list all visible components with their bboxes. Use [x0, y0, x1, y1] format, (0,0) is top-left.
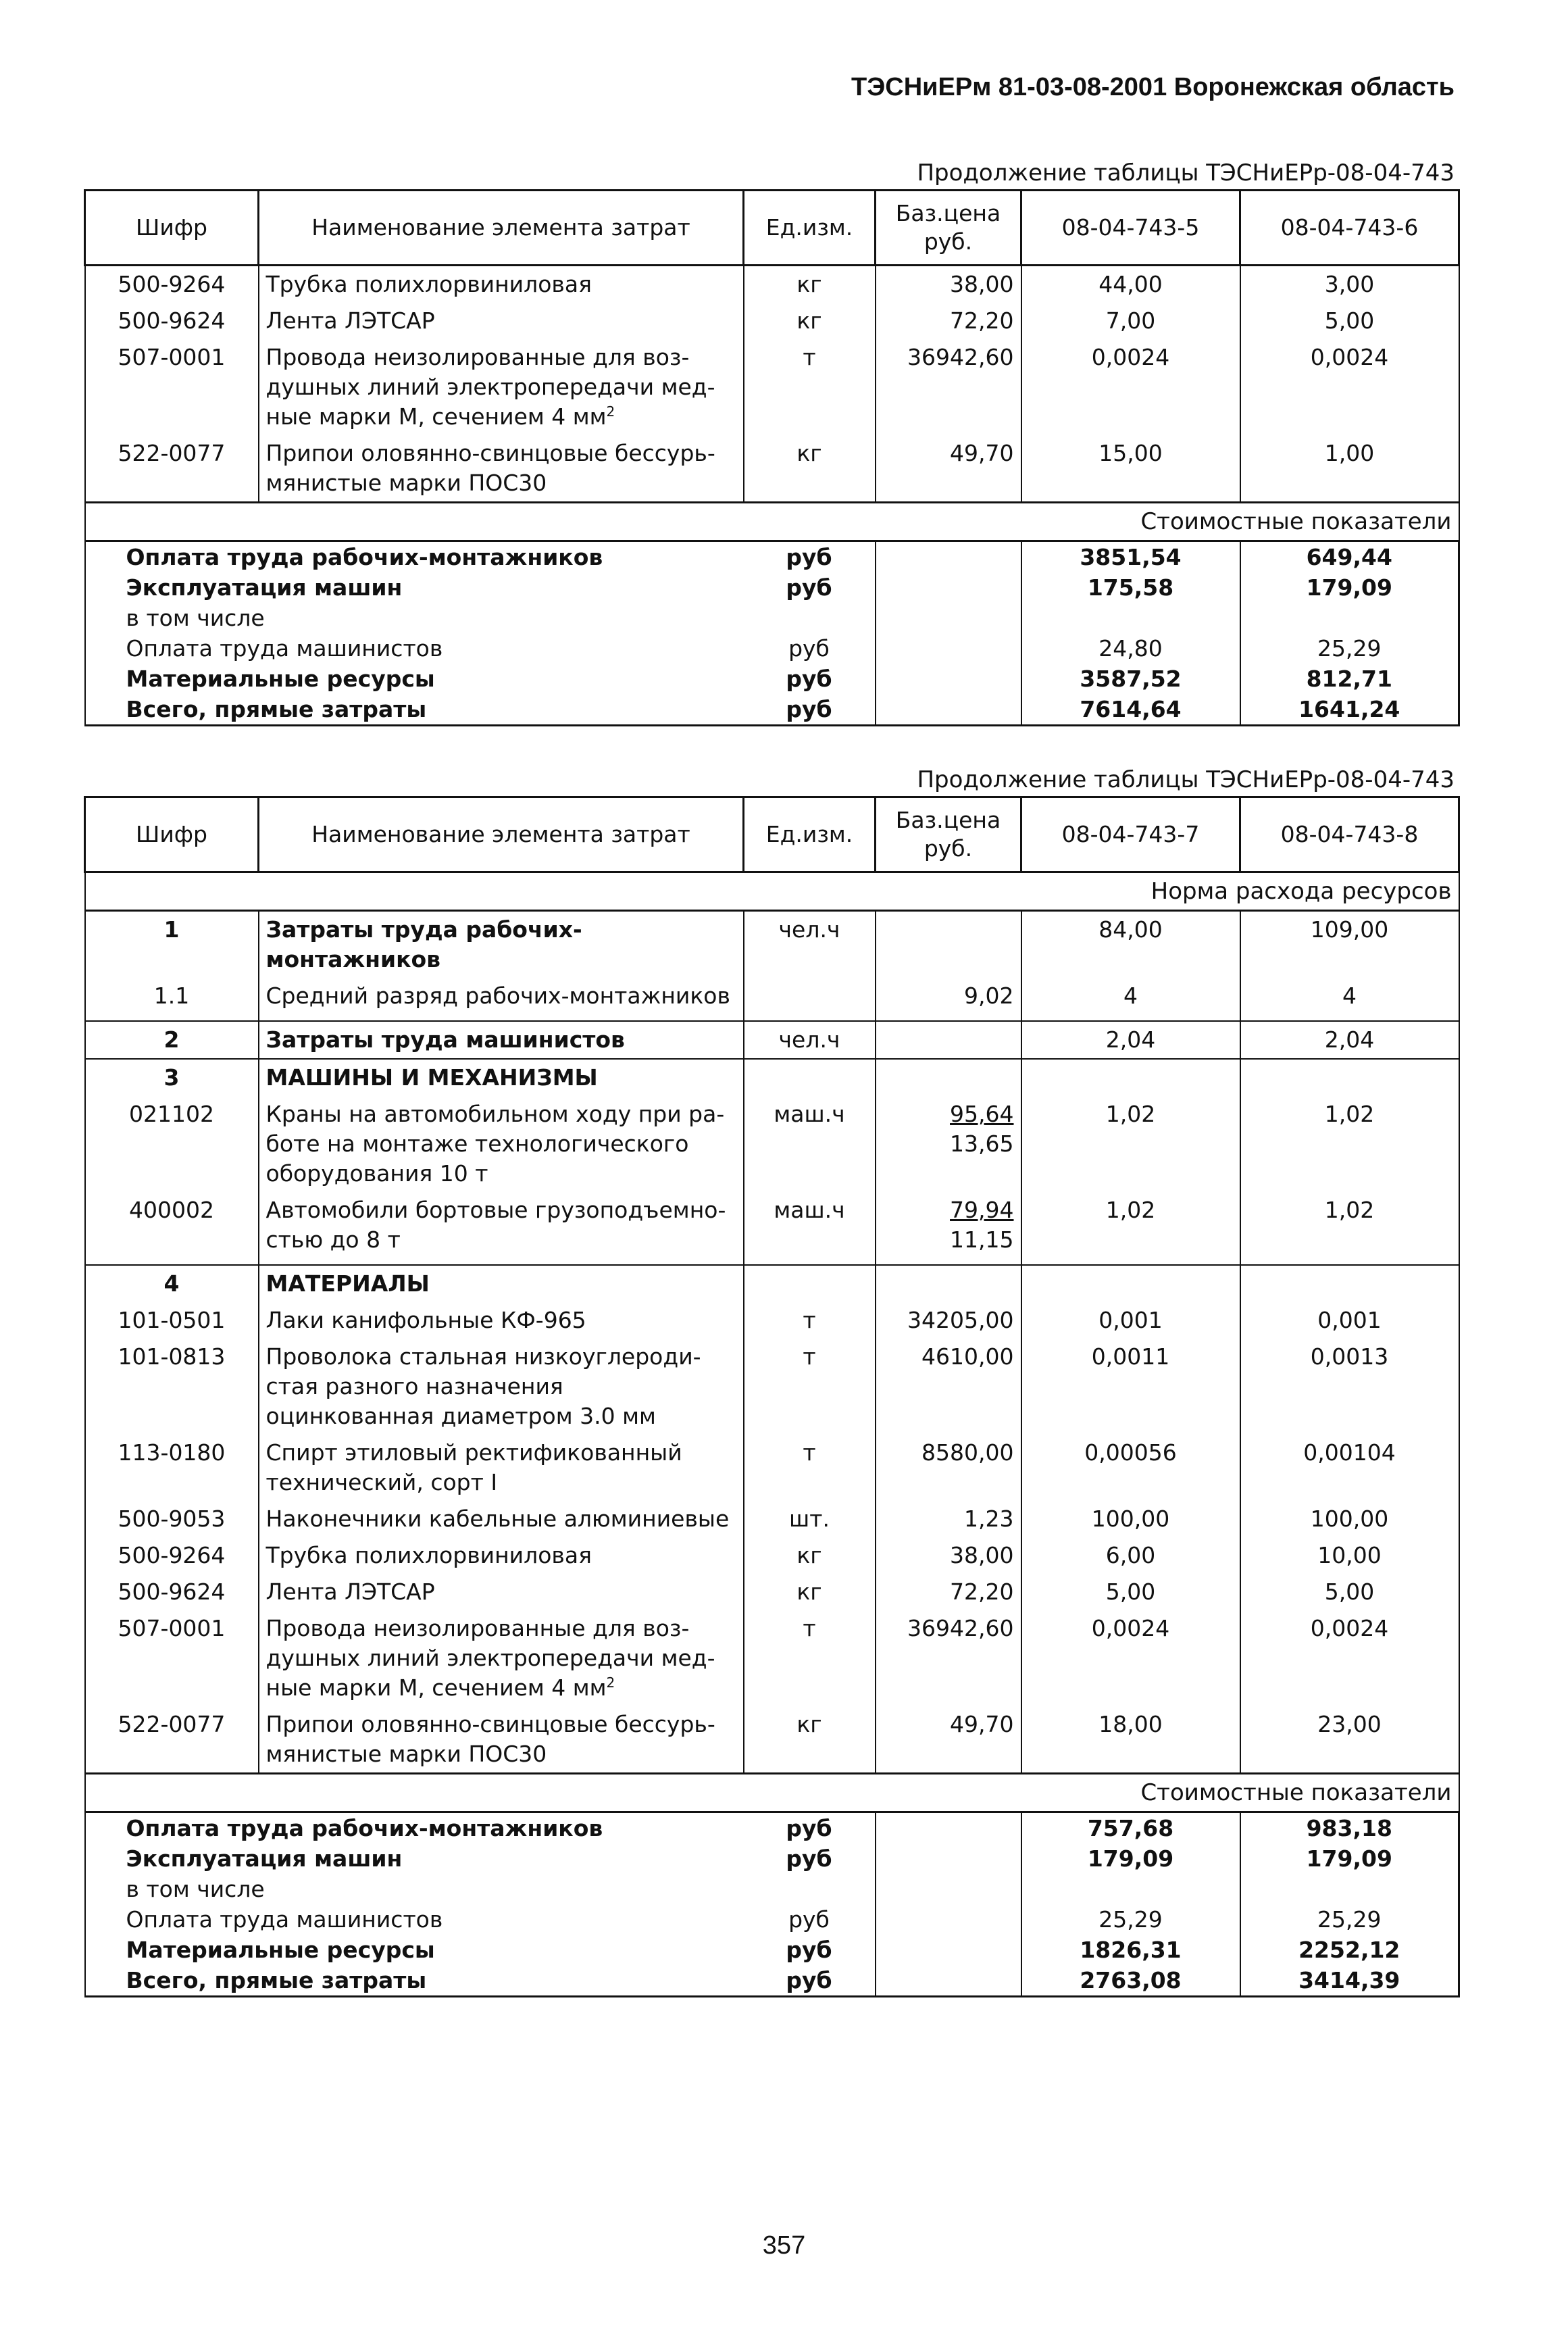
summary-unit: руб	[786, 666, 832, 692]
summary-blank	[876, 572, 1021, 603]
summary-value-1: 1826,31	[1021, 1935, 1240, 1965]
unit: т	[744, 339, 876, 435]
cost-element-name-text: Проволока стальная низкоуглероди-стая разного назначения оцинкованная диаметром 3.0 мм	[265, 1343, 701, 1429]
cost-element-name	[259, 1096, 744, 1192]
table-row	[85, 978, 1459, 1021]
summary-row	[85, 1874, 1459, 1904]
table-row	[85, 1096, 1459, 1192]
base-price: 8580,00	[876, 1435, 1021, 1501]
summary-unit: руб	[786, 1815, 832, 1841]
base-price-value: 79,94	[950, 1197, 1014, 1223]
cost-element-name-text: Лаки канифольные КФ-965	[265, 1307, 586, 1333]
summary-blank	[876, 541, 1021, 573]
summary-blank	[876, 603, 1021, 633]
rate-value-2: 0,0024	[1240, 1610, 1459, 1706]
header-rate-2: 08-04-743-6	[1240, 191, 1459, 266]
resource-code: 101-0501	[85, 1302, 259, 1339]
unit	[744, 1059, 876, 1096]
header-name: Наименование элемента затрат	[259, 191, 744, 266]
resource-code: 1	[85, 911, 259, 978]
cost-element-name	[259, 1501, 744, 1537]
table-row	[85, 1059, 1459, 1096]
summary-value-2: 179,09	[1240, 1843, 1459, 1874]
resource-norm-band	[85, 872, 1459, 911]
operator-wage-value: 13,65	[950, 1131, 1014, 1157]
base-price: 49,70	[876, 1706, 1021, 1774]
table-row	[85, 1021, 1459, 1059]
base-price: 9,02	[876, 978, 1021, 1021]
unit	[744, 1265, 876, 1302]
table-1-caption: Продолжение таблицы ТЭСНиЕРр-08-04-743	[917, 159, 1455, 187]
summary-unit	[744, 1874, 876, 1904]
summary-blank	[876, 1843, 1021, 1874]
table-header-row	[85, 191, 1459, 266]
base-price	[876, 911, 1021, 978]
base-price: 4610,00	[876, 1339, 1021, 1435]
header-name: Наименование элемента затрат	[259, 797, 744, 872]
cost-element-name	[259, 339, 744, 435]
summary-value-1	[1021, 603, 1240, 633]
summary-value-2	[1240, 1874, 1459, 1904]
rate-value-1: 15,00	[1021, 435, 1240, 503]
cost-element-name-text: Припои оловянно-свинцовые бессурь-мянистые марки ПОС30	[265, 440, 715, 496]
unit: т	[744, 1302, 876, 1339]
summary-blank	[876, 1904, 1021, 1935]
cost-element-name	[259, 1435, 744, 1501]
unit: кг	[744, 1537, 876, 1574]
summary-row	[85, 603, 1459, 633]
header-rate-1: 08-04-743-5	[1021, 191, 1240, 266]
cost-element-name	[259, 911, 744, 978]
rate-value-2: 1,02	[1240, 1096, 1459, 1192]
rate-value-1: 18,00	[1021, 1706, 1240, 1774]
resource-code: 507-0001	[85, 1610, 259, 1706]
summary-value-2: 983,18	[1240, 1812, 1459, 1844]
summary-blank	[876, 1965, 1021, 1997]
summary-blank	[876, 1812, 1021, 1844]
summary-value-2: 2252,12	[1240, 1935, 1459, 1965]
rate-value-2: 2,04	[1240, 1021, 1459, 1059]
cost-element-name-text: Трубка полихлорвиниловая	[265, 271, 592, 297]
summary-unit: руб	[788, 1906, 830, 1933]
summary-unit: руб	[786, 1937, 832, 1963]
base-price-value: 95,64	[950, 1101, 1014, 1127]
summary-value-2: 179,09	[1240, 572, 1459, 603]
table-row	[85, 435, 1459, 503]
summary-value-2: 25,29	[1240, 1904, 1459, 1935]
rate-value-2: 5,00	[1240, 303, 1459, 339]
rate-value-2: 0,0013	[1240, 1339, 1459, 1435]
resource-code: 500-9264	[85, 1537, 259, 1574]
summary-label: Эксплуатация машин	[85, 1843, 744, 1874]
rate-value-1: 0,001	[1021, 1302, 1240, 1339]
table-row	[85, 339, 1459, 435]
summary-value-2: 649,44	[1240, 541, 1459, 573]
base-price: 72,20	[876, 303, 1021, 339]
rate-value-2: 100,00	[1240, 1501, 1459, 1537]
rate-value-2: 4	[1240, 978, 1459, 1021]
cost-indicators-band	[85, 503, 1459, 541]
summary-value-1: 24,80	[1021, 633, 1240, 664]
summary-row	[85, 1965, 1459, 1997]
table-row	[85, 1537, 1459, 1574]
unit	[744, 978, 876, 1021]
base-price	[876, 1265, 1021, 1302]
summary-unit: руб	[744, 1965, 876, 1997]
rate-value-1: 44,00	[1021, 266, 1240, 303]
rate-value-1: 1,02	[1021, 1096, 1240, 1192]
cost-element-name	[259, 1574, 744, 1610]
summary-unit	[744, 603, 876, 633]
rate-value-1: 0,0024	[1021, 339, 1240, 435]
rate-value-2: 0,001	[1240, 1302, 1459, 1339]
cost-element-name-text: Лента ЛЭТСАР	[265, 1579, 435, 1605]
cost-element-name-text: Спирт этиловый ректификованный технический, сорт I	[265, 1439, 682, 1495]
unit: маш.ч	[744, 1192, 876, 1265]
summary-row	[85, 633, 1459, 664]
rate-value-2: 1,00	[1240, 435, 1459, 503]
resource-code: 500-9264	[85, 266, 259, 303]
header-code: Шифр	[85, 191, 259, 266]
summary-label: Эксплуатация машин	[85, 572, 744, 603]
table-row	[85, 1706, 1459, 1774]
summary-label: Оплата труда машинистов	[85, 1904, 744, 1935]
summary-row	[85, 1935, 1459, 1965]
header-unit: Ед.изм.	[744, 191, 876, 266]
header-rate-1: 08-04-743-7	[1021, 797, 1240, 872]
rate-value-1: 0,0024	[1021, 1610, 1240, 1706]
summary-row	[85, 1843, 1459, 1874]
rate-value-1: 5,00	[1021, 1574, 1240, 1610]
cost-element-name	[259, 1610, 744, 1706]
summary-label: Оплата труда рабочих-монтажников	[85, 541, 744, 573]
rate-value-1: 2,04	[1021, 1021, 1240, 1059]
rate-value-2: 5,00	[1240, 1574, 1459, 1610]
table-2-caption: Продолжение таблицы ТЭСНиЕРр-08-04-743	[917, 766, 1455, 793]
summary-row	[85, 572, 1459, 603]
resource-code: 2	[85, 1021, 259, 1059]
summary-value-1: 175,58	[1021, 572, 1240, 603]
cost-element-name	[259, 1192, 744, 1265]
unit: кг	[744, 1574, 876, 1610]
summary-value-2: 812,71	[1240, 664, 1459, 694]
resource-code: 113-0180	[85, 1435, 259, 1501]
cost-element-name-text: Средний разряд рабочих-монтажников	[265, 983, 730, 1009]
operator-wage-value: 11,15	[950, 1226, 1014, 1253]
cost-element-name-text: Трубка полихлорвиниловая	[265, 1542, 592, 1568]
summary-label: в том числе	[85, 603, 744, 633]
resource-code: 522-0077	[85, 1706, 259, 1774]
summary-label: Материальные ресурсы	[85, 664, 744, 694]
cost-element-name	[259, 1021, 744, 1059]
table-row	[85, 1265, 1459, 1302]
table-row	[85, 1574, 1459, 1610]
cost-element-name	[259, 1339, 744, 1435]
unit: маш.ч	[744, 1096, 876, 1192]
rate-value-1: 0,0011	[1021, 1339, 1240, 1435]
resource-code: 400002	[85, 1192, 259, 1265]
table-row	[85, 1339, 1459, 1435]
header-unit: Ед.изм.	[744, 797, 876, 872]
summary-value-1: 3851,54	[1021, 541, 1240, 573]
summary-value-1: 2763,08	[1021, 1965, 1240, 1997]
rate-value-1: 1,02	[1021, 1192, 1240, 1265]
summary-row	[85, 1904, 1459, 1935]
rate-value-2: 1,02	[1240, 1192, 1459, 1265]
summary-unit: руб	[744, 694, 876, 726]
table-row	[85, 303, 1459, 339]
resource-code: 507-0001	[85, 339, 259, 435]
cost-element-name-text: Провода неизолированные для воз-душных линий электропередачи мед-ные марки М, сечением 4 мм	[265, 1615, 715, 1701]
table-row	[85, 911, 1459, 978]
resource-code: 1.1	[85, 978, 259, 1021]
summary-unit: руб	[786, 544, 832, 570]
cost-element-name	[259, 978, 744, 1021]
cost-element-name-text: Автомобили бортовые грузоподъемно-стью до 8 т	[265, 1197, 726, 1253]
summary-label: Оплата труда рабочих-монтажников	[85, 1812, 744, 1844]
rate-value-2	[1240, 1059, 1459, 1096]
summary-value-1: 179,09	[1021, 1843, 1240, 1874]
cost-element-name	[259, 1537, 744, 1574]
summary-value-2: 3414,39	[1240, 1965, 1459, 1997]
header-rate-2: 08-04-743-8	[1240, 797, 1459, 872]
summary-blank	[876, 633, 1021, 664]
summary-blank	[876, 694, 1021, 726]
table-row	[85, 1192, 1459, 1265]
summary-blank	[876, 664, 1021, 694]
cost-element-name	[259, 266, 744, 303]
rate-value-1	[1021, 1059, 1240, 1096]
rate-value-1: 84,00	[1021, 911, 1240, 978]
cost-element-name-text: Затраты труда рабочих-монтажников	[265, 916, 582, 972]
rate-value-1: 100,00	[1021, 1501, 1240, 1537]
resource-code: 021102	[85, 1096, 259, 1192]
base-price: 1,23	[876, 1501, 1021, 1537]
cost-element-name	[259, 1059, 744, 1096]
rate-value-2: 0,0024	[1240, 339, 1459, 435]
unit: кг	[744, 435, 876, 503]
cost-element-name-text: Лента ЛЭТСАР	[265, 307, 435, 334]
summary-value-2: 25,29	[1240, 633, 1459, 664]
summary-value-1: 757,68	[1021, 1812, 1240, 1844]
header-price: Баз.цена руб.	[876, 797, 1021, 872]
header-price: Баз.цена руб.	[876, 191, 1021, 266]
resource-norm-band-label: Норма расхода ресурсов	[85, 872, 1459, 911]
summary-label: в том числе	[85, 1874, 744, 1904]
summary-row	[85, 694, 1459, 726]
resource-code: 500-9053	[85, 1501, 259, 1537]
base-price	[876, 1096, 1021, 1192]
summary-value-1: 25,29	[1021, 1904, 1240, 1935]
summary-label: Всего, прямые затраты	[85, 1965, 744, 1997]
cost-element-name	[259, 1706, 744, 1774]
base-price: 38,00	[876, 266, 1021, 303]
summary-row	[85, 1812, 1459, 1844]
unit: чел.ч	[744, 911, 876, 978]
summary-value-1: 3587,52	[1021, 664, 1240, 694]
rate-value-2: 3,00	[1240, 266, 1459, 303]
rate-value-2: 23,00	[1240, 1706, 1459, 1774]
base-price	[876, 1192, 1021, 1265]
table-row	[85, 1302, 1459, 1339]
cost-element-name-text: МАШИНЫ И МЕХАНИЗМЫ	[265, 1064, 598, 1091]
rate-value-1: 0,00056	[1021, 1435, 1240, 1501]
base-price	[876, 1059, 1021, 1096]
resource-code: 4	[85, 1265, 259, 1302]
cost-element-name-text: МАТЕРИАЛЫ	[265, 1270, 430, 1297]
table-row	[85, 1610, 1459, 1706]
cost-element-name	[259, 435, 744, 503]
table-row	[85, 1501, 1459, 1537]
unit: т	[744, 1610, 876, 1706]
cost-indicators-band-label: Стоимостные показатели	[85, 1774, 1459, 1812]
summary-unit: руб	[788, 635, 830, 662]
base-price: 49,70	[876, 435, 1021, 503]
summary-blank	[876, 1874, 1021, 1904]
base-price	[876, 1021, 1021, 1059]
resource-table-1	[84, 189, 1460, 726]
unit: чел.ч	[744, 1021, 876, 1059]
cost-element-name-text: Наконечники кабельные алюминиевые	[265, 1506, 730, 1532]
rate-value-2: 109,00	[1240, 911, 1459, 978]
summary-value-1	[1021, 1874, 1240, 1904]
unit: т	[744, 1339, 876, 1435]
rate-value-2	[1240, 1265, 1459, 1302]
resource-code: 500-9624	[85, 1574, 259, 1610]
page-number: 357	[762, 2231, 806, 2260]
rate-value-1: 7,00	[1021, 303, 1240, 339]
base-price: 72,20	[876, 1574, 1021, 1610]
cost-indicators-band-label: Стоимостные показатели	[85, 503, 1459, 541]
resource-code: 3	[85, 1059, 259, 1096]
unit-superscript: 2	[606, 1674, 615, 1691]
summary-label: Оплата труда машинистов	[85, 633, 744, 664]
cost-element-name	[259, 1265, 744, 1302]
rate-value-1	[1021, 1265, 1240, 1302]
unit: шт.	[744, 1501, 876, 1537]
summary-value-2	[1240, 603, 1459, 633]
resource-code: 522-0077	[85, 435, 259, 503]
summary-value-1: 7614,64	[1021, 694, 1240, 726]
header-code: Шифр	[85, 797, 259, 872]
resource-code: 500-9624	[85, 303, 259, 339]
cost-element-name-text: Провода неизолированные для воз-душных линий электропередачи мед-ные марки М, сечением 4 мм	[265, 344, 715, 430]
summary-unit: руб	[786, 1845, 832, 1872]
unit: кг	[744, 303, 876, 339]
summary-row	[85, 541, 1459, 573]
rate-value-1: 6,00	[1021, 1537, 1240, 1574]
summary-row	[85, 664, 1459, 694]
table-row	[85, 1435, 1459, 1501]
document-header: ТЭСНиЕРм 81-03-08-2001 Воронежская область	[851, 73, 1455, 101]
cost-element-name-text: Краны на автомобильном ходу при ра-боте на монтаже технологического оборудования 10 т	[265, 1101, 725, 1187]
unit: т	[744, 1435, 876, 1501]
summary-unit: руб	[786, 574, 832, 601]
resource-table-2	[84, 796, 1460, 1997]
cost-element-name	[259, 1302, 744, 1339]
unit: кг	[744, 1706, 876, 1774]
summary-label: Материальные ресурсы	[85, 1935, 744, 1965]
cost-element-name	[259, 303, 744, 339]
summary-blank	[876, 1935, 1021, 1965]
cost-element-name-text: Припои оловянно-свинцовые бессурь-мянистые марки ПОС30	[265, 1711, 715, 1767]
cost-indicators-band	[85, 1774, 1459, 1812]
base-price: 38,00	[876, 1537, 1021, 1574]
summary-value-2: 1641,24	[1240, 694, 1459, 726]
table-row	[85, 266, 1459, 303]
rate-value-1: 4	[1021, 978, 1240, 1021]
unit-superscript: 2	[606, 403, 615, 420]
unit: кг	[744, 266, 876, 303]
base-price: 36942,60	[876, 339, 1021, 435]
rate-value-2: 0,00104	[1240, 1435, 1459, 1501]
base-price: 34205,00	[876, 1302, 1021, 1339]
rate-value-2: 10,00	[1240, 1537, 1459, 1574]
resource-code: 101-0813	[85, 1339, 259, 1435]
summary-label: Всего, прямые затраты	[85, 694, 744, 726]
cost-element-name-text: Затраты труда машинистов	[265, 1026, 625, 1053]
table-header-row	[85, 797, 1459, 872]
base-price: 36942,60	[876, 1610, 1021, 1706]
